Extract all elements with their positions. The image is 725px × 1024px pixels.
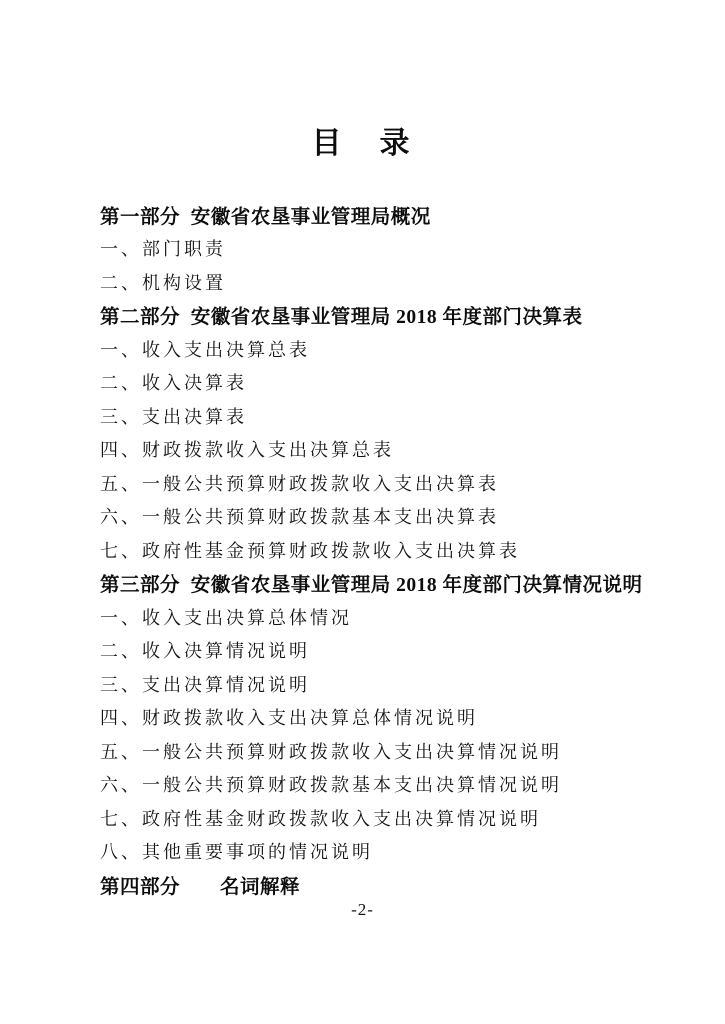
toc-entry: 四、财政拨款收入支出决算总表 (100, 440, 394, 461)
toc-section-heading: 第三部分 安徽省农垦事业管理局 2018 年度部门决算情况说明 (100, 575, 643, 597)
toc-entry: 四、财政拨款收入支出决算总体情况说明 (100, 708, 478, 729)
toc-entry: 六、一般公共预算财政拨款基本支出决算表 (100, 507, 499, 528)
table-of-contents (100, 198, 643, 902)
toc-entry: 一、收入支出决算总表 (100, 339, 310, 360)
toc-section-heading: 第二部分 安徽省农垦事业管理局 2018 年度部门决算表 (100, 307, 583, 329)
toc-entry: 六、一般公共预算财政拨款基本支出决算情况说明 (100, 775, 562, 796)
toc-entry: 八、其他重要事项的情况说明 (100, 842, 373, 863)
toc-entry: 一、部门职责 (100, 239, 226, 260)
toc-entry: 二、收入决算表 (100, 373, 247, 394)
toc-entry: 二、收入决算情况说明 (100, 641, 310, 662)
toc-section-heading: 第四部分 名词解释 (100, 876, 301, 898)
page-number: -2- (351, 900, 374, 919)
toc-entry: 七、政府性基金财政拨款收入支出决算情况说明 (100, 808, 541, 829)
toc-entry: 二、机构设置 (100, 272, 226, 293)
toc-entry: 三、支出决算表 (100, 406, 247, 427)
toc-entry: 三、支出决算情况说明 (100, 674, 310, 695)
toc-entry: 七、政府性基金预算财政拨款收入支出决算表 (100, 540, 520, 561)
toc-section-heading: 第一部分 安徽省农垦事业管理局概况 (100, 206, 431, 228)
toc-entry: 五、一般公共预算财政拨款收入支出决算表 (100, 473, 499, 494)
toc-entry: 一、收入支出决算总体情况 (100, 607, 352, 628)
page-title: 目 录 (311, 127, 414, 160)
toc-entry: 五、一般公共预算财政拨款收入支出决算情况说明 (100, 741, 562, 762)
